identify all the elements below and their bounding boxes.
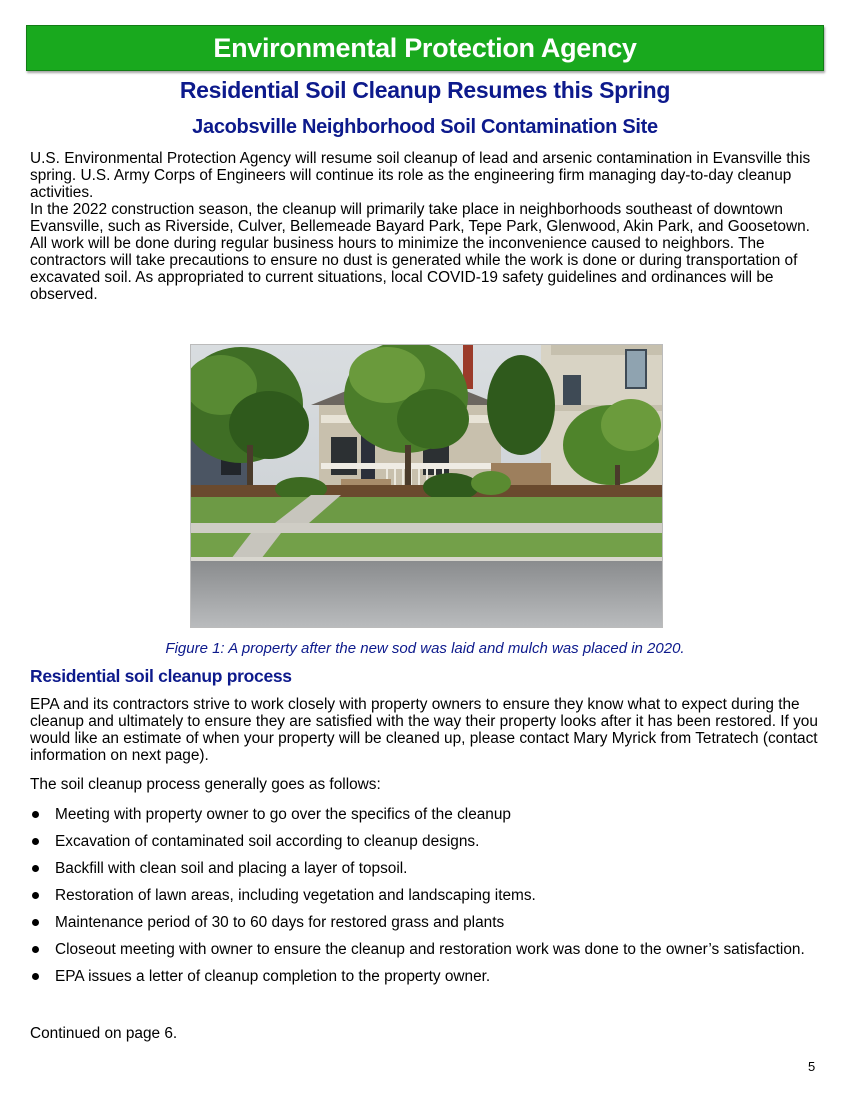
step-text: Backfill with clean soil and placing a layer of topsoil. [55, 860, 408, 877]
page-number: 5 [808, 1059, 816, 1074]
bullet-icon [32, 946, 39, 953]
banner-title: Environmental Protection Agency [213, 32, 637, 63]
list-item [30, 860, 820, 877]
process-steps-list [30, 806, 820, 995]
bullet-icon [32, 811, 39, 818]
continued-note: Continued on page 6. [30, 1025, 178, 1042]
intro-section [30, 150, 825, 303]
process-paragraph-block [30, 696, 820, 764]
process-paragraph: EPA and its contractors strive to work closely with property owners to ensure they know what to expect during the cleanup and ultimately to ensure they are satisfied with the way their property looks after it has been restored. If you would like an estimate of when your property will be cleaned up, please contact Mary Myrick from Tetratech (contact information on next page). [30, 696, 818, 764]
bullet-icon [32, 919, 39, 926]
bullet-icon [32, 892, 39, 899]
intro-paragraph-3: All work will be done during regular business hours to minimize the inconvenience caused to neighbors. The contractors will take precautions to ensure no dust is generated while the work is done or during transportation of excavated soil. As appropriated to current situations, local COVID-19 safety guidelines and ordinances will be observed. [30, 235, 798, 303]
bullet-icon [32, 838, 39, 845]
headline: Residential Soil Cleanup Resumes this Spring [179, 77, 671, 103]
list-item [30, 968, 820, 985]
intro-paragraph-1: U.S. Environmental Protection Agency will resume soil cleanup of lead and arsenic contamination in Evansville this spring. U.S. Army Corps of Engineers will continue its role as the engineering firm managing day-to-day cleanup activities. [30, 150, 811, 201]
process-heading: Residential soil cleanup process [30, 666, 292, 686]
step-text: Meeting with property owner to go over the specifics of the cleanup [55, 806, 511, 823]
figure-caption: Figure 1: A property after the new sod was laid and mulch was placed in 2020. [165, 640, 685, 657]
list-item [30, 941, 820, 958]
step-text: Excavation of contaminated soil according to cleanup designs. [55, 833, 480, 850]
step-text: Closeout meeting with owner to ensure the cleanup and restoration work was done to the owner’s satisfaction. [55, 941, 805, 958]
bullet-icon [32, 973, 39, 980]
list-item [30, 914, 820, 931]
process-lead: The soil cleanup process generally goes as follows: [30, 776, 381, 793]
list-item [30, 833, 820, 850]
bullet-icon [32, 865, 39, 872]
intro-paragraph-2: In the 2022 construction season, the cleanup will primarily take place in neighborhoods southeast of downtown Evansville, such as Riverside, Culver, Bellemeade Bayard Park, Tepe Park, Glenwood, Akin Park, and Goosetown. [30, 201, 810, 235]
subheadline: Jacobsville Neighborhood Soil Contamination Site [192, 116, 658, 138]
step-text: EPA issues a letter of cleanup completion to the property owner. [55, 968, 491, 985]
list-item [30, 887, 820, 904]
step-text: Maintenance period of 30 to 60 days for restored grass and plants [55, 914, 505, 931]
list-item [30, 806, 820, 823]
agency-banner [26, 25, 824, 71]
step-text: Restoration of lawn areas, including vegetation and landscaping items. [55, 887, 536, 904]
property-photo [190, 344, 663, 628]
